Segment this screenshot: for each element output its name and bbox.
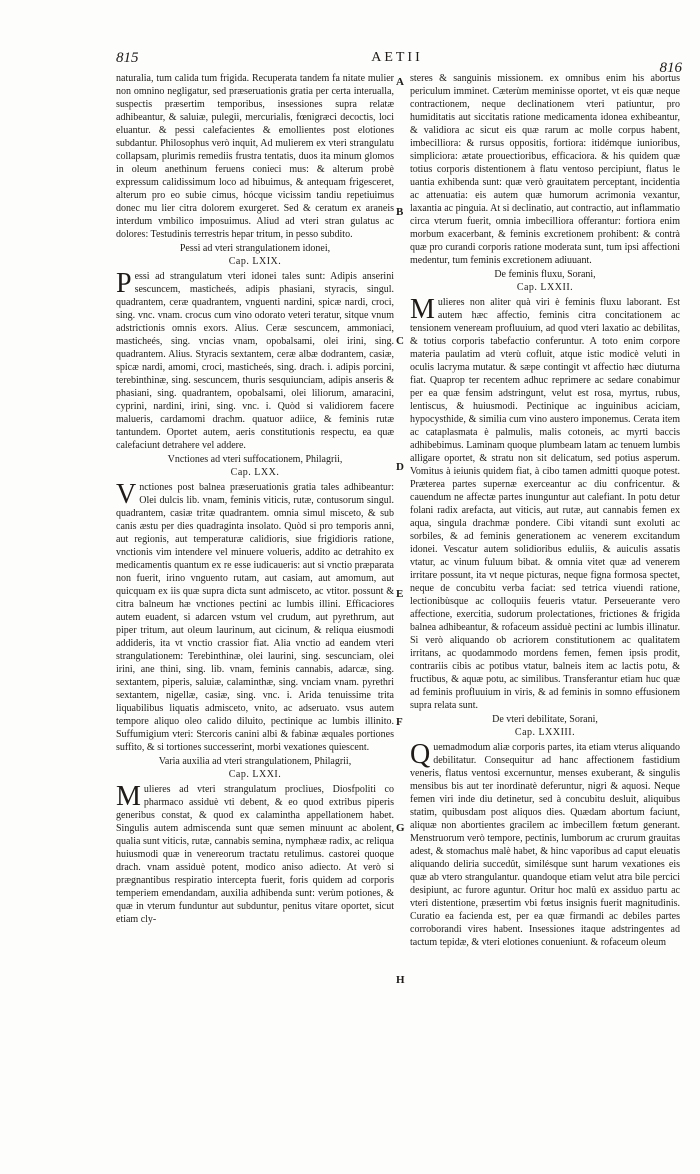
chapter-72-text: Mulieres non aliter quà viri è feminis fluxu laborant. Est autem hæc affectio, feminis citra concitationem ac tensionem veneream profluuium, ad quod vteri laxatio ac debilitas, & totius corporis tabefactio conferuntur. A toto enim corpore materia paulatim ad vterù cofluit, atque istic modicè veluti in oculis lacryma mutatur. & sæpe contingit vt affectio hæc diuturna fiat. Quaprop ter recentem adhuc reprimere ac sedare conabimur per ea quæ fensim adstringunt, velut est rosa, myrtus, rubus, lentiscus, & huiusmodi. Pectinique ac inguinibus aciciam, hypocysthide, & similia cum vino austero imponemus. Cerata item ac cataplasmata è palmulis, malis cotoneis, ac myrti baccis adhibebimus. Laminam quoque plumbeam latam ac tenuem lumbis alligare oportet, & stratu non sit delicatum, sed potius asperum. Vomitus à ieiunis quidem fiat, à cibo tamen admitti quoque potest. Præterea partes supernæ exerceantur ac diu confricentur. & cauendum ne affectæ partes inunguntur aut calefiant. In potu detur folani radix arefacta, aut viticis, aut rutæ, aut cannabis femen ex aqua, singula drachmæ pondere. Cibi vitandi sunt exoluti ac sorbiles, & ad feminis generationem ac venerem excitandum idonei. Vescatur autem solidioribus eduliis, & auiculis assatis vtatur, ac vinum fuluum bibat. & omnia vitet quæ ad venerem irritare possunt, ita vt neque picturas, neque figna formosa spectet, neque de concubitu verba faciat: sed tetrica viuendi ratione, lectionibùsque ac colloquiis feueris vtatur. Perseuerante vero affectione, exercitia, sudorum prolectationes, frictiones & frigida balnea adhibeantur, & rofaceum assiduè pectini ac lumbis illinatur. Si verò aliquando ob acriorem constitutionem ac qualitatem irritans, ac quodammodo mordens femen, femen ipsis prodit, contrariis cibis ac potibus vtatur, balneis item ac lactis potu, & fructibus, & aquæ potu, ac similibus. Transferantur etiam huc quæ ad feminis profluuium in viris, & ad feminis in somno effusionem supra relata sunt. bbox=[410, 294, 680, 711]
left-intro-paragraph: naturalia, tum calida tum frigida. Recuperata tandem fa nitate mulier non omnino negligatur, sed præseruationis gratia per certa interualla, suspectis præsertim temporibus, insessiones supra relatæ adhibeantur, & saluiæ, pulegii, mercurialis, fœnigræci decoctis, loci eluantur. & pessi calefacientes & emollientes post elotiones subdantur. Philosophus verò inquit, Ad mulierem ex vteri strangulatu collapsam, plurimis remediis frustra tentatis, duos ita minum glomos in oleum anethinum feruens conieci mus: & alterum probè expressum calidissimum loco ad hibuimus, & antequam frigesceret, alterum pro eo subie cimus, hócque vicissim tandiu repetiuimus donec mu lier citra dolorem exurgeret. Sed & ceratum ex araneis interdum vmbilico imposuimus. Aliud ad vteri stran gulatus ac dolores: Testudinis terrestris hepar tritum, in pesso subdito. bbox=[116, 73, 394, 240]
margin-letter-h: H bbox=[396, 974, 405, 986]
chapter-heading-71: Varia auxilia ad vteri strangulationem, Philagrii, bbox=[158, 756, 352, 767]
right-column bbox=[410, 72, 680, 949]
page-number-right: 816 bbox=[659, 60, 682, 76]
chapter-69-text: Pessi ad strangulatum vteri idonei tales sunt: Adipis anserini sescuncem, masticheés, adipis phasiani, styracis, singul. quadrantem, ceræ quadrantem, vnguenti nardini, spicæ nardi, croci, sing. vnc. vnam. crocus cum vino odorato veteri teratur, sitque vnum adstrictionis omnis exors. Alius. Ceræ sescuncem, ammoniaci, masticheés, sing. vncias vnam, opobalsami, olei irini, sing. quadrantem. Alius. Styracis sextantem, ceræ albæ dodrantem, casiæ, spicæ nardi, amomi, croci, masticheés, sing. drach. i. adipis porcini, terebinthinæ, sing. sescuncem, thuris sesquiunciam, adipis anseris & phasiani, sing. quadrantem, opobalsami, olei liliorum, amaracini, cyprini, nardini, irini, sing. vnc. i. Quòd si validiorem facere malueris, cardamomi drachm. quatuor adiice, & feminis rutæ tantundem. Oportet autem, aeris constitutionis respectu, ea quæ calefaciunt detrahere vel addere. bbox=[116, 268, 394, 451]
margin-letter-f: F bbox=[396, 716, 403, 728]
chapter-number-73: Cap. LXXIII. bbox=[514, 727, 576, 738]
chapter-heading-69: Pessi ad vteri strangulationem idonei, bbox=[179, 243, 331, 254]
margin-letter-g: G bbox=[396, 822, 405, 834]
page-header bbox=[112, 50, 682, 76]
chapter-number-71: Cap. LXXI. bbox=[228, 769, 282, 780]
margin-letter-a: A bbox=[396, 76, 404, 88]
chapter-70-text: Vnctiones post balnea præseruationis gratia tales adhibeantur: Olei dulcis lib. vnam, feminis viticis, rutæ, contusorum singul. quadrantem, casiæ tritæ quadrantem. omnia simul misceto, & sub canis æstu per dies quadraginta insolato. Quòd si pro temporis anni, aut regionis, aut temperaturæ calidioris, siue frigidioris ratione, vnctionis vim intendere vel minuere volueris, addito ac detrahito ex medicamentis quantum ex re esse iudicaueris: aut si vnctio præparata non fuerit, irino vnguento rutam, aut casiam, aut amomum, aut quicquam ex iis quæ supra dicta sunt admisceto, ac vtitor. possunt & citra balneum hæ vnctiones pectini ac lumbis illini. Efficaciores autem euadent, si adarcen vstum vel crudum, aut pyrethrum, aut piper tritum, aut oleum laurinum, aut cicinum, & reliqua eiusmodi addideris, ita vt vnctio crassior fiat. Alia vnctio ad eandem vteri strangulationem: Terebinthinæ, olei laurini, sing. sescunciam, olei irini, ane thini, sing. lib. vnam, feminis cannabis, adarcæ, sing. sextantem, piperis, saluiæ, calaminthæ, sing. vnciam vnam. pyrethri sextantem, nigellæ, casiæ, sing. vnc. i. Arida tenuissime trita liquabilibus liquatis admisceto, vnito, ac adseruato. vsus autem tempore aliquo oleo calido diluito, pectinique ac lumbis illinito. Suffumigium vteri: Stercoris canini albi & fabinæ æquales portiones suffito, & si tortiones successerint, morbi vexationes quiescent. bbox=[116, 479, 394, 753]
margin-letter-b: B bbox=[396, 206, 404, 218]
chapter-number-69: Cap. LXIX. bbox=[228, 256, 282, 267]
chapter-73-text: Quemadmodum aliæ corporis partes, ita etiam vterus aliquando debilitatur. Consequitur ad hanc affectionem fastidium veneris, flatus ventosi excernuntur, menses exuberant, & singulis mensibus bis aut ter inordinatè deferuntur, nigri & aquosi. Neque femen viri inde diu detinetur, sed à concubitu desluit, aliquibus statim, quibusdam post aliquos dies. Quædam abortum faciunt, aliquæ non abortientes gracilem ac imbecillem fœtum generant. Menstruorum verò tempore, pectinis, lumborum ac crurum grauitas adest, & stomachus malè habet, & hinc vaporibus ad caput eleuatis aliquando deliria succedût, similésque sunt harum vexationes eis quæ ab vtero strangulantur. quandoque etiam velut atra bile percici desipiunt, ac furore aguntur. Oritur hoc malû ex assiduo partu ac vteri distentione, præsertim vbi fœtus insignis fuerit magnitudinis. Curatio ea facienda est, per ea quæ firmandi ac debiles partes corroborandi vires habent. Insessiones itaque adstringentes ad tactum tepidæ, & vteri elotiones conueniunt. & rofaceum oleum bbox=[410, 739, 680, 948]
page-number-left: 815 bbox=[116, 50, 139, 66]
margin-letter-c: C bbox=[396, 335, 404, 347]
margin-letter-e: E bbox=[396, 588, 404, 600]
running-title: AETII bbox=[371, 50, 423, 65]
chapter-71-text: Mulieres ad vteri strangulatum procliues, Diosfpoliti co pharmaco assiduè vti debent, & eo quod extribus piperis generibus constat, & quod ex calamintha appellationem habet. Singulis autem admiscenda sunt quæ semen minuunt ac abolent, qualia sunt viticis, rutæ, cannabis semina, nymphææ radix, ac reliqua huiusmodi quæ in venereorum tractatu retulimus. castorei quoque drach. vnam assiduè potent, modico aniso adiecto. At verò si prægnantibus respiratio intercepta fuerit, foris quidem ad corporis temperiem emendandam, auxilia adhibenda sunt: verùm potiones, & quæ in vterum funduntur aut subduntur, penitus vitare oportet, sicut etiam cly- bbox=[116, 781, 394, 925]
chapter-heading-70: Vnctiones ad vteri suffocationem, Philagrii, bbox=[167, 454, 343, 465]
right-intro-paragraph: steres & sanguinis missionem. ex omnibus enim his abortus periculum imminet. Cæterùm meminisse oportet, vt eis quæ neque contractionem, neque declinationem vteri patiuntur, pro humiditatis aut siccitatis ratione medicamenta idonea exhibeantur, & validiora ac sicut eis quæ rarum ac molle corpus habent, imbecilliora: & rursus oppositis, fortiora: itidémque iunioribus, simpliciora: ætate prouectioribus, efficaciora. & his quidem quæ totius corporis distentionem à flatu ventoso percipiunt, flatus le uantia exhibenda sunt: quæ verò grauitatem perceptant, incidentia ac attenuatia: eis autem quæ humorum acrimonia vexantur, laxantia ac pinguia. At si declinatio, aut contractio, aut inflammatio circa vterum fuerit, omnia imbecilliora offerantur: fortiora enim morbum exacerbant, & feminis excretionem prohibent: & contrà quæ pro curandi corporis ratione moderata sunt, tum ipsi affectioni medentur, tum feminis excretionem adiuuant. bbox=[410, 73, 680, 266]
chapter-heading-72: De feminis fluxu, Sorani, bbox=[494, 269, 596, 280]
chapter-number-72: Cap. LXXII. bbox=[516, 282, 574, 293]
margin-letter-d: D bbox=[396, 461, 404, 473]
chapter-number-70: Cap. LXX. bbox=[230, 467, 280, 478]
left-column bbox=[116, 72, 394, 926]
chapter-heading-73: De vteri debilitate, Sorani, bbox=[492, 714, 598, 725]
